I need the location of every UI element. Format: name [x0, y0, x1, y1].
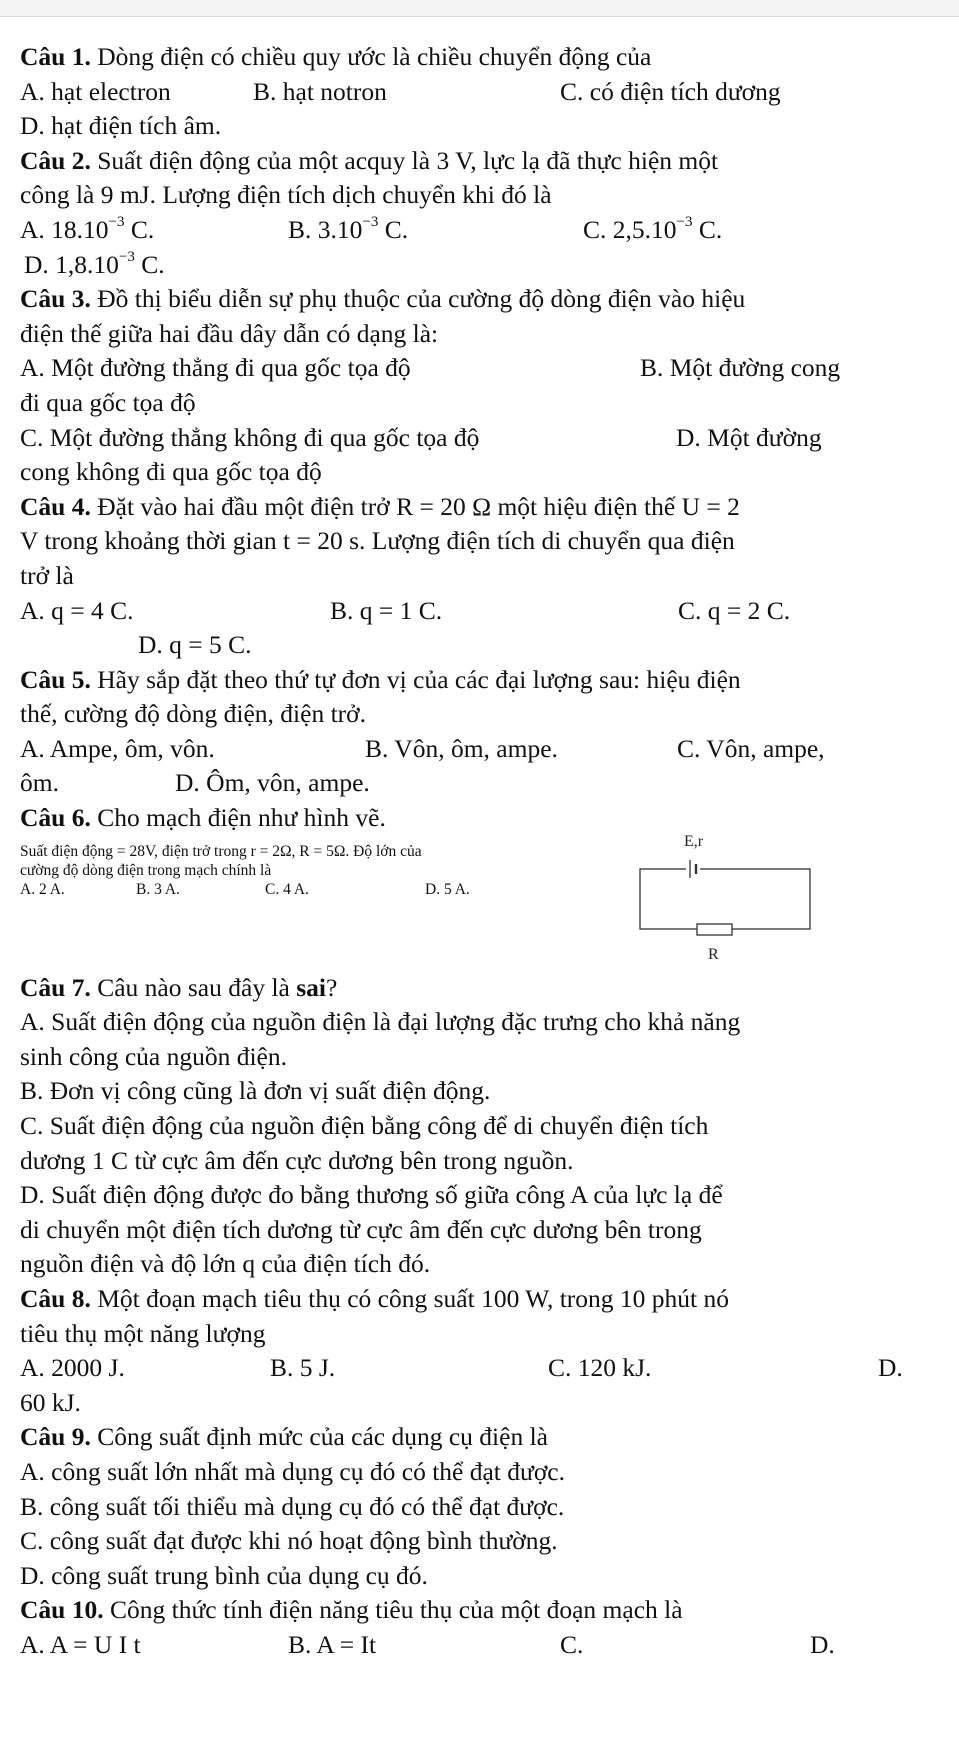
q6-option-a[interactable]: A. 2 A.	[20, 880, 65, 898]
q4-stem-cont2: trở là	[20, 560, 74, 590]
q9-option-d[interactable]: D. công suất trung bình của dụng cụ đó.	[20, 1560, 428, 1590]
q6-option-c[interactable]: C. 4 A.	[265, 880, 309, 898]
q5-stem-cont: thế, cường độ dòng điện, điện trở.	[20, 699, 367, 729]
q4-stem: Câu 4. Đặt vào hai đầu một điện trở R = 20 Ω một hiệu điện thế U = 2	[20, 491, 740, 521]
q4-options-row1	[20, 594, 940, 629]
q8-option-c[interactable]: C. 120 kJ.	[548, 1353, 652, 1383]
q1-options-row1	[20, 75, 940, 110]
circuit-wire	[640, 869, 810, 929]
q10-options-row1	[20, 1628, 940, 1663]
q9-option-b[interactable]: B. công suất tối thiểu mà dụng cụ đó có thể đạt được.	[20, 1491, 565, 1521]
q7-option-b[interactable]: B. Đơn vị công cũng là đơn vị suất điện động.	[20, 1076, 491, 1106]
q3-option-b-cont: đi qua gốc tọa độ	[20, 387, 196, 417]
q5-options-row1	[20, 732, 940, 767]
q6-options	[20, 880, 610, 899]
q6-stem: Câu 6. Cho mạch điện như hình vẽ.	[20, 803, 386, 833]
q3-options-row3	[20, 421, 940, 456]
q3-option-d[interactable]: D. Một đường	[676, 422, 822, 452]
q6-block	[20, 832, 940, 971]
q7-option-d[interactable]: D. Suất điện động được đo bằng thương số giữa công A của lực lạ để	[20, 1180, 723, 1210]
q10-option-a[interactable]: A. A = U I t	[20, 1629, 141, 1659]
q6-text-line1: Suất điện động = 28V, điện trở trong r = 2Ω, R = 5Ω. Độ lớn của	[20, 842, 422, 860]
q8-option-d-cont: 60 kJ.	[20, 1387, 81, 1417]
q5-option-c-cont: ôm.	[20, 768, 59, 798]
q5-option-a[interactable]: A. Ampe, ôm, vôn.	[20, 733, 215, 763]
q3-stem: Câu 3. Đồ thị biểu diễn sự phụ thuộc của cường độ dòng điện vào hiệu	[20, 284, 746, 314]
q5-option-b[interactable]: B. Vôn, ôm, ampe.	[365, 733, 558, 763]
q1-options-row2	[20, 109, 940, 144]
q5-option-d[interactable]: D. Ôm, vôn, ampe.	[175, 768, 370, 798]
q2-option-b[interactable]: B. $3.10^{-3}$ C.	[288, 214, 409, 244]
q7-option-c-cont: dương 1 C từ cực âm đến cực dương bên trong nguồn.	[20, 1145, 574, 1175]
q4-option-a[interactable]: A. q = 4 C.	[20, 595, 134, 625]
q9-option-c[interactable]: C. công suất đạt được khi nó hoạt động bình thường.	[20, 1526, 558, 1556]
q4-options-row2	[20, 628, 940, 663]
q4-option-b[interactable]: B. q = 1 C.	[330, 595, 443, 625]
q10-option-d[interactable]: D.	[810, 1629, 835, 1659]
q7-option-a-cont: sinh công của nguồn điện.	[20, 1041, 287, 1071]
q2-option-d[interactable]: D. $1,8.10^{-3}$ C.	[24, 249, 165, 279]
q1-option-b[interactable]: B. hạt notron	[253, 76, 387, 106]
q3-option-c[interactable]: C. Một đường thẳng không đi qua gốc tọa độ	[20, 422, 480, 452]
q6-text-line2: cường độ dòng điện trong mạch chính là	[20, 861, 272, 879]
q1-option-a[interactable]: A. hạt electron	[20, 76, 171, 106]
q10-stem: Câu 10. Công thức tính điện năng tiêu thụ của một đoạn mạch là	[20, 1595, 683, 1625]
q7-stem: Câu 7. Câu nào sau đây là sai?	[20, 972, 338, 1002]
q4-stem-cont1: V trong khoảng thời gian t = 20 s. Lượng điện tích di chuyển qua điện	[20, 526, 735, 556]
q5-option-c[interactable]: C. Vôn, ampe,	[677, 733, 825, 763]
q7-option-a[interactable]: A. Suất điện động của nguồn điện là đại lượng đặc trưng cho khả năng	[20, 1007, 741, 1037]
q9-option-a[interactable]: A. công suất lớn nhất mà dụng cụ đó có thể đạt được.	[20, 1456, 566, 1486]
q2-options-row2	[20, 248, 940, 283]
q10-option-c[interactable]: C.	[560, 1629, 584, 1659]
q6-option-b[interactable]: B. 3 A.	[136, 880, 180, 898]
q7-option-d-cont1: di chuyển một điện tích dương từ cực âm đến cực dương bên trong	[20, 1214, 702, 1244]
q2-stem: Câu 2. Suất điện động của một acquy là 3 V, lực lạ đã thực hiện một	[20, 145, 719, 175]
q8-option-b[interactable]: B. 5 J.	[270, 1353, 336, 1383]
document-page	[20, 40, 940, 1663]
q5-stem: Câu 5. Hãy sắp đặt theo thứ tự đơn vị của các đại lượng sau: hiệu điện	[20, 664, 741, 694]
q9-stem: Câu 9. Công suất định mức của các dụng cụ điện là	[20, 1422, 548, 1452]
q8-options-row1	[20, 1351, 940, 1386]
q7-option-c[interactable]: C. Suất điện động của nguồn điện bằng công để di chuyển điện tích	[20, 1111, 709, 1141]
q5-options-row2	[20, 766, 940, 801]
q3-option-b[interactable]: B. Một đường cong	[640, 353, 841, 383]
q1-stem: Câu 1. Dòng điện có chiều quy ước là chiều chuyển động của	[20, 42, 652, 71]
resistor-label: R	[708, 945, 719, 963]
q3-stem-cont: điện thế giữa hai đầu dây dẫn có dạng là:	[20, 318, 439, 348]
q4-option-d[interactable]: D. q = 5 C.	[138, 630, 252, 660]
q7-option-d-cont2: nguồn điện và độ lớn q của điện tích đó.	[20, 1249, 431, 1279]
q4-option-c[interactable]: C. q = 2 C.	[678, 595, 791, 625]
q1-option-c[interactable]: C. có điện tích dương	[560, 76, 781, 106]
q3-options-row1	[20, 351, 940, 386]
q2-options-row1	[20, 213, 940, 248]
q6-body	[20, 842, 610, 899]
q1-option-d[interactable]: D. hạt điện tích âm.	[20, 111, 222, 141]
q8-stem-cont: tiêu thụ một năng lượng	[20, 1318, 266, 1348]
q6-option-d[interactable]: D. 5 A.	[425, 880, 470, 898]
q2-stem-cont: công là 9 mJ. Lượng điện tích dịch chuyển khi đó là	[20, 180, 552, 210]
viewer-top-bar	[0, 0, 959, 17]
q3-option-d-cont: cong không đi qua gốc tọa độ	[20, 457, 322, 487]
q2-option-c[interactable]: C. $2,5.10^{-3}$ C.	[583, 214, 723, 244]
q8-option-d[interactable]: D.	[878, 1353, 903, 1383]
source-label: E,r	[684, 832, 704, 850]
q2-option-a[interactable]: A. $18.10^{-3}$ C.	[20, 214, 155, 244]
q8-stem: Câu 8. Một đoạn mạch tiêu thụ có công suất 100 W, trong 10 phút nó	[20, 1284, 729, 1313]
circuit-diagram	[620, 828, 820, 968]
q3-option-a[interactable]: A. Một đường thẳng đi qua gốc tọa độ	[20, 353, 411, 383]
resistor	[697, 924, 732, 935]
q8-option-a[interactable]: A. 2000 J.	[20, 1353, 125, 1383]
q10-option-b[interactable]: B. A = It	[288, 1629, 377, 1659]
